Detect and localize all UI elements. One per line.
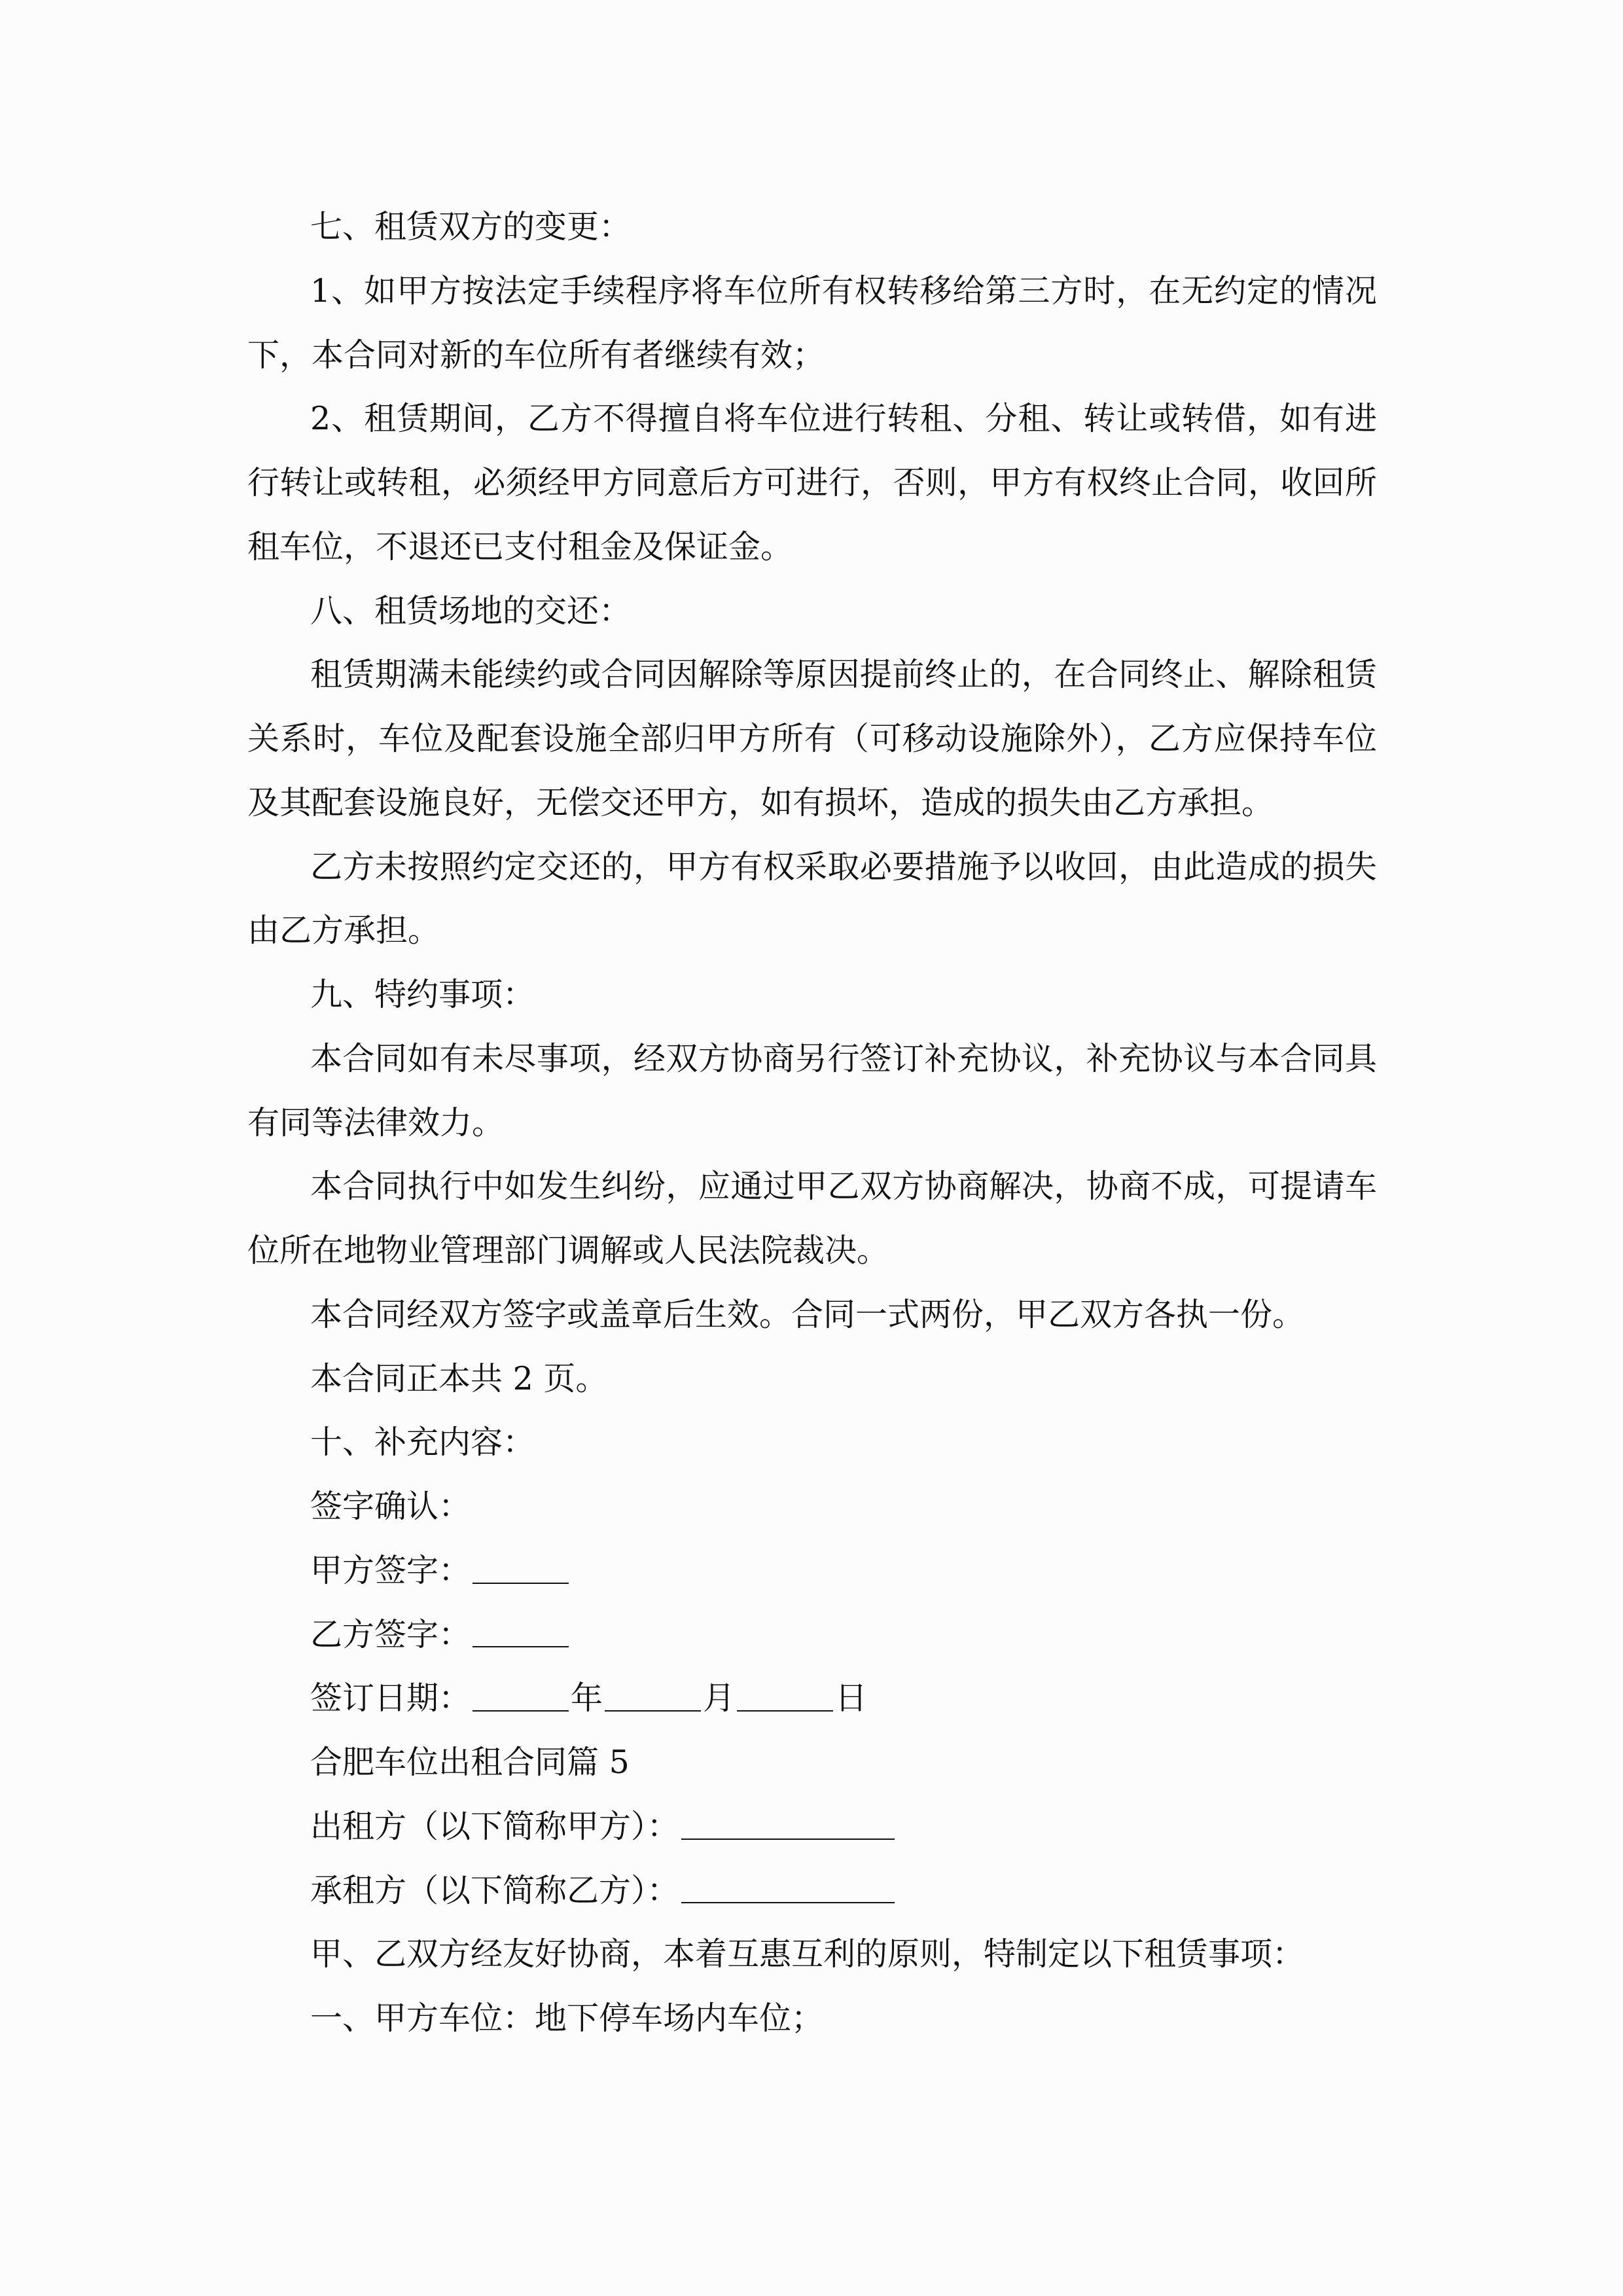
- party-b-signature-label: 乙方签字：: [310, 1615, 471, 1653]
- paragraph-line: 有同等法律效力。: [247, 1103, 505, 1141]
- paragraph-line: 行转让或转租，必须经甲方同意后方可进行，否则，甲方有权终止合同，收回所: [247, 464, 1377, 501]
- lessor-name-field[interactable]: [681, 1811, 895, 1840]
- section-heading-10: 十、补充内容：: [310, 1424, 535, 1462]
- section-heading-9: 九、特约事项：: [310, 976, 535, 1013]
- section-heading-8: 八、租赁场地的交还：: [310, 592, 632, 630]
- paragraph-line: 租赁期满未能续约或合同因解除等原因提前终止的，在合同终止、解除租赁: [310, 656, 1377, 694]
- party-b-signature-row: [247, 1603, 1377, 1667]
- paragraph-line: 由乙方承担。: [247, 912, 440, 950]
- party-a-signature-row: [247, 1539, 1377, 1603]
- date-month-field[interactable]: [605, 1683, 701, 1712]
- paragraph-line: 关系时，车位及配套设施全部归甲方所有（可移动设施除外），乙方应保持车位: [247, 720, 1377, 757]
- contract-item-1: 一、甲方车位：地下停车场内车位；: [310, 2000, 824, 2037]
- paragraph-line: 及其配套设施良好，无偿交还甲方，如有损坏，造成的损失由乙方承担。: [247, 783, 1274, 821]
- paragraph-line: 1、如甲方按法定手续程序将车位所有权转移给第三方时，在无约定的情况: [310, 272, 1377, 310]
- lessee-name-field[interactable]: [681, 1875, 895, 1904]
- date-year-field[interactable]: [473, 1683, 569, 1712]
- paragraph-line: 下，本合同对新的车位所有者继续有效；: [247, 336, 825, 374]
- document-body: [247, 195, 1377, 2051]
- paragraph-line: 租车位，不退还已支付租金及保证金。: [247, 528, 793, 565]
- day-label: 日: [835, 1679, 868, 1717]
- lessor-label: 出租方（以下简称甲方）：: [310, 1807, 679, 1845]
- party-a-signature-label: 甲方签字：: [310, 1551, 471, 1589]
- section-heading-7: 七、租赁双方的变更：: [310, 208, 632, 245]
- date-day-field[interactable]: [737, 1683, 833, 1712]
- paragraph-line: 本合同如有未尽事项，经双方协商另行签订补充协议，补充协议与本合同具: [310, 1039, 1377, 1077]
- paragraph-line: 位所在地物业管理部门调解或人民法院裁决。: [247, 1232, 889, 1269]
- paragraph-line: 2、租赁期间，乙方不得擅自将车位进行转租、分租、转让或转借，如有进: [310, 400, 1377, 438]
- lessee-row: [247, 1859, 1377, 1923]
- page-count-line: 本合同正本共 2 页。: [310, 1359, 608, 1397]
- party-a-signature-field[interactable]: [473, 1555, 569, 1584]
- party-b-signature-field[interactable]: [473, 1619, 569, 1648]
- signing-date-label: 签订日期：: [310, 1679, 471, 1717]
- lessor-row: [247, 1795, 1377, 1859]
- lessee-label: 承租方（以下简称乙方）：: [310, 1871, 679, 1909]
- paragraph-line: 乙方未按照约定交还的，甲方有权采取必要措施予以收回，由此造成的损失: [310, 848, 1377, 886]
- year-label: 年: [571, 1679, 603, 1717]
- signing-date-row: [247, 1666, 1377, 1731]
- paragraph-line: 本合同执行中如发生纠纷，应通过甲乙双方协商解决，协商不成，可提请车: [310, 1168, 1377, 1206]
- contract-preamble: 甲、乙双方经友好协商，本着互惠互利的原则，特制定以下租赁事项：: [310, 1935, 1305, 1973]
- paragraph-line: 本合同经双方签字或盖章后生效。合同一式两份，甲乙双方各执一份。: [310, 1295, 1305, 1333]
- signature-confirm-label: 签字确认：: [310, 1488, 471, 1525]
- contract-title: 合肥车位出租合同篇 5: [310, 1744, 630, 1781]
- month-label: 月: [703, 1679, 736, 1717]
